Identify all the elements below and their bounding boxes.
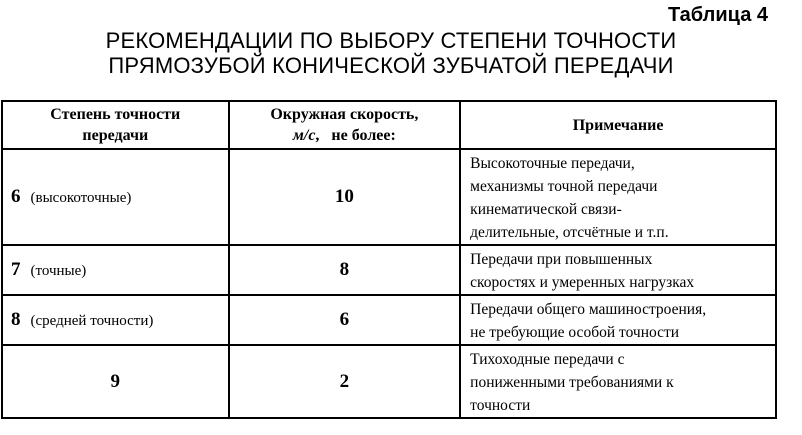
table-number: Таблица 4	[667, 4, 768, 26]
degree-label: (высокоточные)	[30, 190, 132, 206]
degree-cell	[2, 345, 229, 418]
precision-table	[1, 100, 777, 419]
title-line-1: РЕКОМЕНДАЦИИ ПО ВЫБОРУ СТЕПЕНИ ТОЧНОСТИ	[105, 28, 677, 53]
note-cell: Передачи общего машиностроения, не требующие особой точности	[460, 295, 776, 345]
degree-number: 8	[11, 309, 21, 330]
document-title	[0, 28, 802, 78]
note-cell: Высокоточные передачи, механизмы точной передачи кинематической связи- делительные, отсчётные и т.п.	[460, 149, 776, 245]
speed-unit: м/с	[292, 127, 316, 144]
degree-number: 6	[11, 186, 21, 207]
header-degree: Степень точности передачи	[2, 101, 229, 149]
degree-cell	[2, 295, 229, 345]
speed-cell: 2	[229, 345, 461, 418]
speed-cell: 6	[229, 295, 461, 345]
degree-number: 9	[110, 370, 121, 392]
header-note: Примечание	[460, 101, 776, 149]
table-row	[2, 345, 776, 418]
speed-cell: 10	[229, 149, 461, 245]
degree-number: 7	[11, 259, 21, 280]
header-speed: Окружная скорость, м/с, не более:	[229, 101, 461, 149]
degree-label: (средней точности)	[30, 313, 154, 329]
table-header-row	[2, 101, 776, 149]
table-row	[2, 149, 776, 245]
title-line-2: ПРЯМОЗУБОЙ КОНИЧЕСКОЙ ЗУБЧАТОЙ ПЕРЕДАЧИ	[108, 53, 674, 78]
degree-cell	[2, 149, 229, 245]
speed-cell: 8	[229, 245, 461, 295]
degree-cell	[2, 245, 229, 295]
note-cell: Передачи при повышенных скоростях и умеренных нагрузках	[460, 245, 776, 295]
table-row	[2, 295, 776, 345]
note-cell: Тихоходные передачи с пониженными требованиями к точности	[460, 345, 776, 418]
degree-label: (точные)	[30, 263, 87, 279]
table-row	[2, 245, 776, 295]
